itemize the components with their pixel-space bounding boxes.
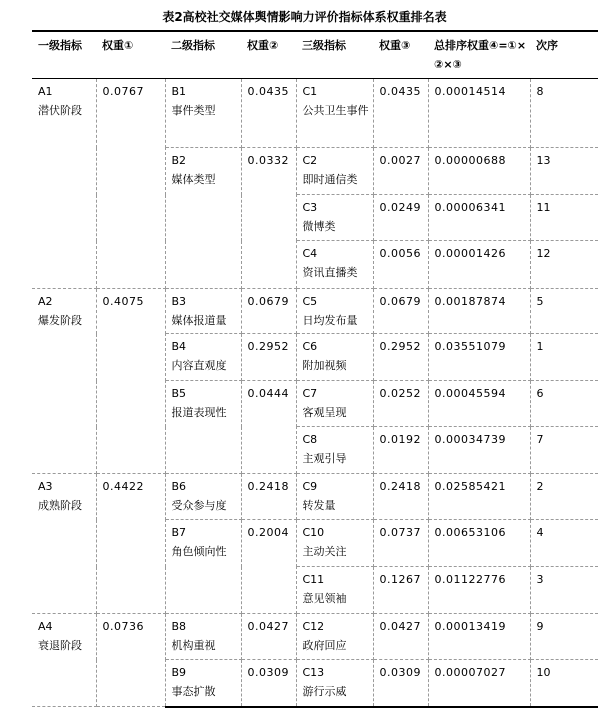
secondary-cell <box>165 148 241 289</box>
primary-code: A4 <box>38 620 53 633</box>
tertiary-code: C13 <box>302 666 325 679</box>
tertiary-cell <box>296 195 373 241</box>
secondary-cell <box>165 381 241 474</box>
header-weight-1: 权重① <box>96 31 165 79</box>
tertiary-weight: 0.0679 <box>373 289 428 334</box>
secondary-code: B8 <box>171 620 187 633</box>
tertiary-cell <box>296 614 373 660</box>
rank: 11 <box>530 195 598 241</box>
tertiary-cell <box>296 334 373 381</box>
header-weight-2: 权重② <box>241 31 296 79</box>
secondary-cell <box>165 520 241 614</box>
table-row <box>32 614 598 660</box>
rank: 13 <box>530 148 598 195</box>
secondary-name: 内容直观度 <box>171 359 227 372</box>
header-row <box>32 31 598 79</box>
header-weight-3: 权重③ <box>373 31 428 79</box>
tertiary-code: C2 <box>302 154 318 167</box>
tertiary-weight: 0.0249 <box>373 195 428 241</box>
total-weight: 0.00013419 <box>428 614 530 660</box>
secondary-cell <box>165 474 241 520</box>
secondary-cell <box>165 334 241 381</box>
tertiary-name: 客观呈现 <box>302 406 347 419</box>
rank: 8 <box>530 79 598 148</box>
secondary-code: B6 <box>171 480 187 493</box>
secondary-code: B4 <box>171 340 187 353</box>
tertiary-weight: 0.1267 <box>373 567 428 614</box>
total-weight: 0.00034739 <box>428 427 530 474</box>
tertiary-code: C1 <box>302 85 318 98</box>
secondary-code: B7 <box>171 526 187 539</box>
primary-name: 成熟阶段 <box>38 499 82 512</box>
rank: 2 <box>530 474 598 520</box>
tertiary-cell <box>296 241 373 289</box>
primary-cell <box>32 474 96 614</box>
primary-name: 潜伏阶段 <box>38 104 82 117</box>
secondary-weight: 0.2004 <box>241 520 296 614</box>
tertiary-code: C9 <box>302 480 318 493</box>
tertiary-name: 游行示威 <box>302 685 347 698</box>
tertiary-cell <box>296 660 373 707</box>
rank: 4 <box>530 520 598 567</box>
tertiary-weight: 0.0027 <box>373 148 428 195</box>
secondary-weight: 0.2952 <box>241 334 296 381</box>
table-row <box>32 79 598 148</box>
tertiary-cell <box>296 427 373 474</box>
secondary-name: 受众参与度 <box>171 499 227 512</box>
tertiary-cell <box>296 567 373 614</box>
secondary-code: B3 <box>171 295 187 308</box>
header-tertiary-indicator: 三级指标 <box>296 31 373 79</box>
tertiary-weight: 0.0309 <box>373 660 428 707</box>
primary-code: A2 <box>38 295 53 308</box>
tertiary-weight: 0.0737 <box>373 520 428 567</box>
total-weight: 0.02585421 <box>428 474 530 520</box>
rank: 5 <box>530 289 598 334</box>
primary-code: A1 <box>38 85 53 98</box>
tertiary-name: 附加视频 <box>302 359 347 372</box>
total-weight: 0.00007027 <box>428 660 530 707</box>
rank: 6 <box>530 381 598 427</box>
secondary-weight: 0.0435 <box>241 79 296 148</box>
header-primary-indicator: 一级指标 <box>32 31 96 79</box>
tertiary-code: C12 <box>302 620 325 633</box>
primary-code: A3 <box>38 480 53 493</box>
tertiary-name: 微博类 <box>302 220 336 233</box>
tertiary-cell <box>296 520 373 567</box>
tertiary-cell <box>296 79 373 148</box>
rank: 7 <box>530 427 598 474</box>
tertiary-name: 主观引导 <box>302 452 347 465</box>
primary-name: 衰退阶段 <box>38 639 82 652</box>
secondary-name: 机构重视 <box>171 639 216 652</box>
secondary-code: B1 <box>171 85 187 98</box>
tertiary-code: C7 <box>302 387 318 400</box>
total-weight: 0.00006341 <box>428 195 530 241</box>
primary-weight: 0.4075 <box>96 289 165 474</box>
secondary-weight: 0.0332 <box>241 148 296 289</box>
secondary-weight: 0.0444 <box>241 381 296 474</box>
tertiary-name: 资讯直播类 <box>302 266 358 279</box>
secondary-cell <box>165 289 241 334</box>
tertiary-name: 转发量 <box>302 499 336 512</box>
total-weight: 0.03551079 <box>428 334 530 381</box>
tertiary-code: C4 <box>302 247 318 260</box>
table-row <box>32 289 598 334</box>
tertiary-code: C3 <box>302 201 318 214</box>
secondary-weight: 0.2418 <box>241 474 296 520</box>
secondary-weight: 0.0679 <box>241 289 296 334</box>
primary-name: 爆发阶段 <box>38 314 82 327</box>
secondary-code: B5 <box>171 387 187 400</box>
primary-cell <box>32 614 96 707</box>
secondary-cell <box>165 79 241 148</box>
total-weight: 0.00014514 <box>428 79 530 148</box>
tertiary-weight: 0.0435 <box>373 79 428 148</box>
weight-ranking-table <box>32 30 598 708</box>
rank: 10 <box>530 660 598 707</box>
secondary-name: 角色倾向性 <box>171 545 227 558</box>
tertiary-code: C8 <box>302 433 318 446</box>
tertiary-name: 主动关注 <box>302 545 347 558</box>
primary-weight: 0.0767 <box>96 79 165 289</box>
tertiary-weight: 0.2952 <box>373 334 428 381</box>
tertiary-code: C11 <box>302 573 325 586</box>
secondary-weight: 0.0427 <box>241 614 296 660</box>
tertiary-weight: 0.2418 <box>373 474 428 520</box>
primary-weight: 0.4422 <box>96 474 165 614</box>
total-weight: 0.01122776 <box>428 567 530 614</box>
tertiary-weight: 0.0427 <box>373 614 428 660</box>
total-weight: 0.00045594 <box>428 381 530 427</box>
tertiary-name: 政府回应 <box>302 639 347 652</box>
tertiary-weight: 0.0252 <box>373 381 428 427</box>
tertiary-name: 意见领袖 <box>302 592 347 605</box>
tertiary-cell <box>296 381 373 427</box>
table-caption: 表2高校社交媒体舆情影响力评价指标体系权重排名表 <box>162 10 447 24</box>
total-weight: 0.00187874 <box>428 289 530 334</box>
total-weight: 0.00653106 <box>428 520 530 567</box>
rank: 1 <box>530 334 598 381</box>
tertiary-cell <box>296 148 373 195</box>
tertiary-name: 即时通信类 <box>302 173 358 186</box>
tertiary-code: C5 <box>302 295 318 308</box>
primary-cell <box>32 289 96 474</box>
tertiary-weight: 0.0056 <box>373 241 428 289</box>
secondary-name: 事件类型 <box>171 104 216 117</box>
primary-cell <box>32 79 96 289</box>
rank: 9 <box>530 614 598 660</box>
header-total-weight: 总排序权重④=①×②×③ <box>428 31 530 79</box>
secondary-code: B9 <box>171 666 187 679</box>
table-row <box>32 474 598 520</box>
header-rank: 次序 <box>530 31 598 79</box>
tertiary-code: C10 <box>302 526 325 539</box>
tertiary-name: 日均发布量 <box>302 314 358 327</box>
secondary-name: 媒体报道量 <box>171 314 227 327</box>
total-weight: 0.00001426 <box>428 241 530 289</box>
secondary-name: 事态扩散 <box>171 685 216 698</box>
header-secondary-indicator: 二级指标 <box>165 31 241 79</box>
secondary-cell <box>165 660 241 707</box>
tertiary-name: 公共卫生事件 <box>302 104 369 117</box>
total-weight: 0.00000688 <box>428 148 530 195</box>
tertiary-code: C6 <box>302 340 318 353</box>
rank: 3 <box>530 567 598 614</box>
secondary-cell <box>165 614 241 660</box>
tertiary-cell <box>296 474 373 520</box>
secondary-name: 媒体类型 <box>171 173 216 186</box>
secondary-name: 报道表现性 <box>171 406 227 419</box>
rank: 12 <box>530 241 598 289</box>
tertiary-cell <box>296 289 373 334</box>
secondary-code: B2 <box>171 154 187 167</box>
primary-weight: 0.0736 <box>96 614 165 707</box>
tertiary-weight: 0.0192 <box>373 427 428 474</box>
secondary-weight: 0.0309 <box>241 660 296 707</box>
